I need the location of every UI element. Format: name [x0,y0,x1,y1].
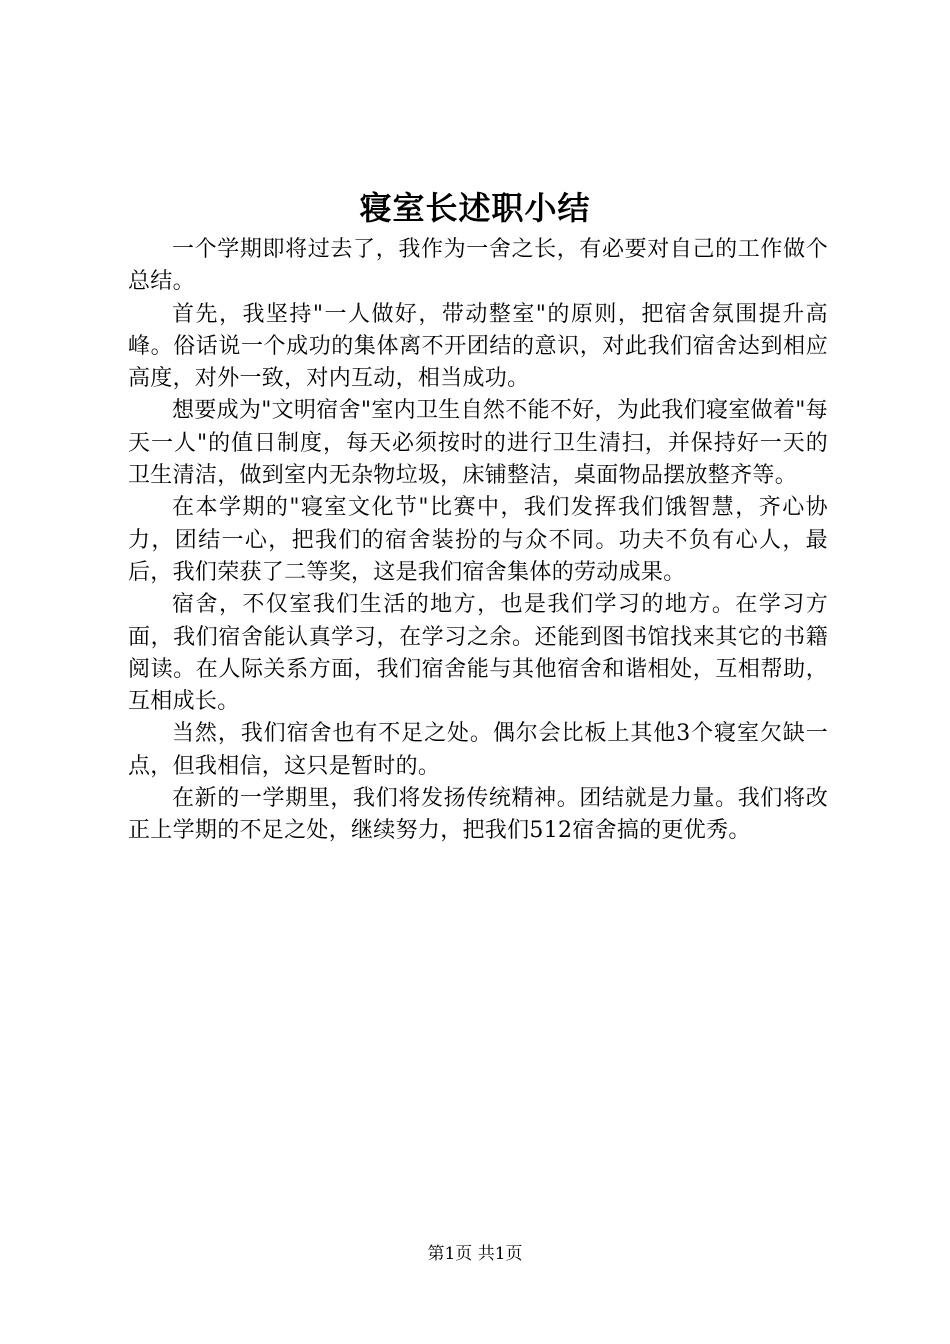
paragraph: 宿舍，不仅室我们生活的地方，也是我们学习的地方。在学习方面，我们宿舍能认真学习，在学习之余。还能到图书馆找来其它的书籍阅读。在人际关系方面，我们宿舍能与其他宿舍和谐相处，互相帮助，互相成长。 [128,592,828,715]
paragraph: 首先，我坚持"一人做好，带动整室"的原则，把宿舍氛围提升高峰。俗话说一个成功的集体离不开团结的意识，对此我们宿舍达到相应高度，对外一致，对内互动，相当成功。 [128,301,828,392]
document-title: 寝室长述职小结 [359,189,591,227]
paragraph: 在新的一学期里，我们将发扬传统精神。团结就是力量。我们将改正上学期的不足之处，继续努力，把我们512宿舍搞的更优秀。 [128,786,828,844]
paragraph: 当然，我们宿舍也有不足之处。偶尔会比板上其他3个寝室欠缺一点，但我相信，这只是暂时的。 [128,721,828,779]
paragraph: 在本学期的"寝室文化节"比赛中，我们发挥我们饿智慧，齐心协力，团结一心，把我们的宿舍装扮的与众不同。功夫不负有心人，最后，我们荣获了二等奖，这是我们宿舍集体的劳动成果。 [128,495,828,585]
document-body [128,234,828,848]
paragraph: 想要成为"文明宿舍"室内卫生自然不能不好，为此我们寝室做着"每天一人"的值日制度，每天必须按时的进行卫生清扫，并保持好一天的卫生清洁，做到室内无杂物垃圾，床铺整洁，桌面物品摆放整齐等。 [128,398,828,489]
page-footer: 第1页 共1页 [427,1244,523,1264]
paragraph: 一个学期即将过去了，我作为一舍之长，有必要对自己的工作做个总结。 [128,237,828,295]
